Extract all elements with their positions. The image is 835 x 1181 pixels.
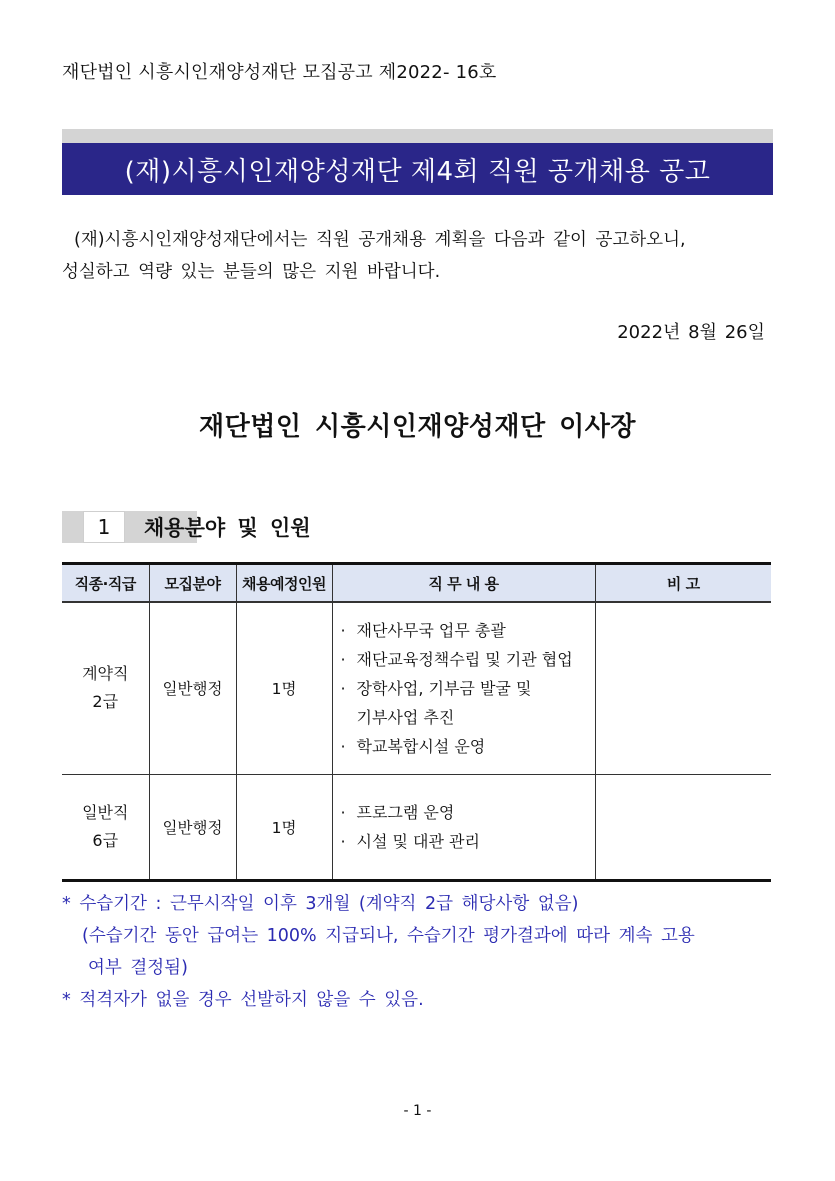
field-cell: 일반행정 — [149, 774, 236, 880]
duties-cell — [332, 602, 595, 774]
page-number: - 1 - — [403, 1103, 432, 1119]
note-cell — [595, 774, 771, 880]
duty-item — [341, 827, 594, 856]
type-grade: 2급 — [92, 692, 119, 712]
bullet-icon: · — [340, 678, 346, 698]
type-grade: 6급 — [92, 830, 119, 850]
table-row — [62, 602, 771, 774]
table-row — [62, 774, 771, 880]
bullet-icon: · — [340, 736, 346, 756]
note-no-selection: * 적격자가 없을 경우 선발하지 않을 수 있음. — [62, 990, 424, 1010]
issuer-name: 재단법인 시흥시인재양성재단 이사장 — [199, 412, 636, 442]
duty-item — [341, 645, 594, 674]
duty-text: 프로그램 운영 — [356, 802, 455, 822]
duty-item — [341, 674, 594, 703]
table-header-row — [62, 564, 771, 603]
note-probation-detail: (수습기간 동안 급여는 100% 지급되나, 수습기간 평가결과에 따라 계속 고용 — [82, 926, 695, 946]
section-number: 1 — [83, 511, 125, 543]
duty-item — [341, 732, 594, 761]
duties-cell — [332, 774, 595, 880]
note-probation: * 수습기간 : 근무시작일 이후 3개월 (계약직 2급 해당사항 없음) — [62, 894, 579, 914]
recruitment-table — [62, 562, 771, 882]
note-cell — [595, 602, 771, 774]
note-probation-detail-cont: 여부 결정됨) — [88, 958, 188, 978]
intro-line-2: 성실하고 역량 있는 분들의 많은 지원 바랍니다. — [62, 262, 441, 282]
header-cell-duties: 직 무 내 용 — [332, 564, 595, 603]
type-name: 계약직 — [82, 664, 129, 684]
count-cell: 1명 — [236, 602, 332, 774]
notes-block — [62, 888, 782, 1016]
type-cell — [62, 602, 149, 774]
duty-text: 재단사무국 업무 총괄 — [356, 620, 506, 640]
duty-item — [341, 798, 594, 827]
duty-item-continued — [341, 703, 594, 732]
duty-text: 학교복합시설 운영 — [356, 736, 486, 756]
intro-paragraph — [62, 224, 782, 288]
page-title: (재)시흥시인재양성재단 제4회 직원 공개채용 공고 — [62, 143, 773, 195]
header-cell-note: 비 고 — [595, 564, 771, 603]
duty-text: 시설 및 대관 관리 — [356, 831, 480, 851]
duty-text: 재단교육정책수립 및 기관 협업 — [356, 649, 573, 669]
header-cell-type: 직종·직급 — [62, 564, 149, 603]
duty-text: 기부사업 추진 — [356, 707, 455, 727]
header-cell-field: 모집분야 — [149, 564, 236, 603]
intro-line-1: (재)시흥시인재양성재단에서는 직원 공개채용 계획을 다음과 같이 공고하오니, — [74, 230, 686, 250]
header-cell-count: 채용예정인원 — [236, 564, 332, 603]
duty-text: 장학사업, 기부금 발굴 및 — [356, 678, 532, 698]
notice-reference: 재단법인 시흥시인재양성재단 모집공고 제2022- 16호 — [62, 62, 497, 83]
field-cell: 일반행정 — [149, 602, 236, 774]
bullet-icon: · — [340, 831, 346, 851]
title-top-band — [62, 129, 773, 143]
bullet-icon: · — [340, 649, 346, 669]
duty-item — [341, 616, 594, 645]
section-title: 채용분야 및 인원 — [144, 516, 311, 540]
bullet-icon: · — [340, 620, 346, 640]
count-cell: 1명 — [236, 774, 332, 880]
type-name: 일반직 — [82, 802, 129, 822]
notice-date: 2022년 8월 26일 — [617, 322, 765, 343]
type-cell — [62, 774, 149, 880]
bullet-icon: · — [340, 802, 346, 822]
